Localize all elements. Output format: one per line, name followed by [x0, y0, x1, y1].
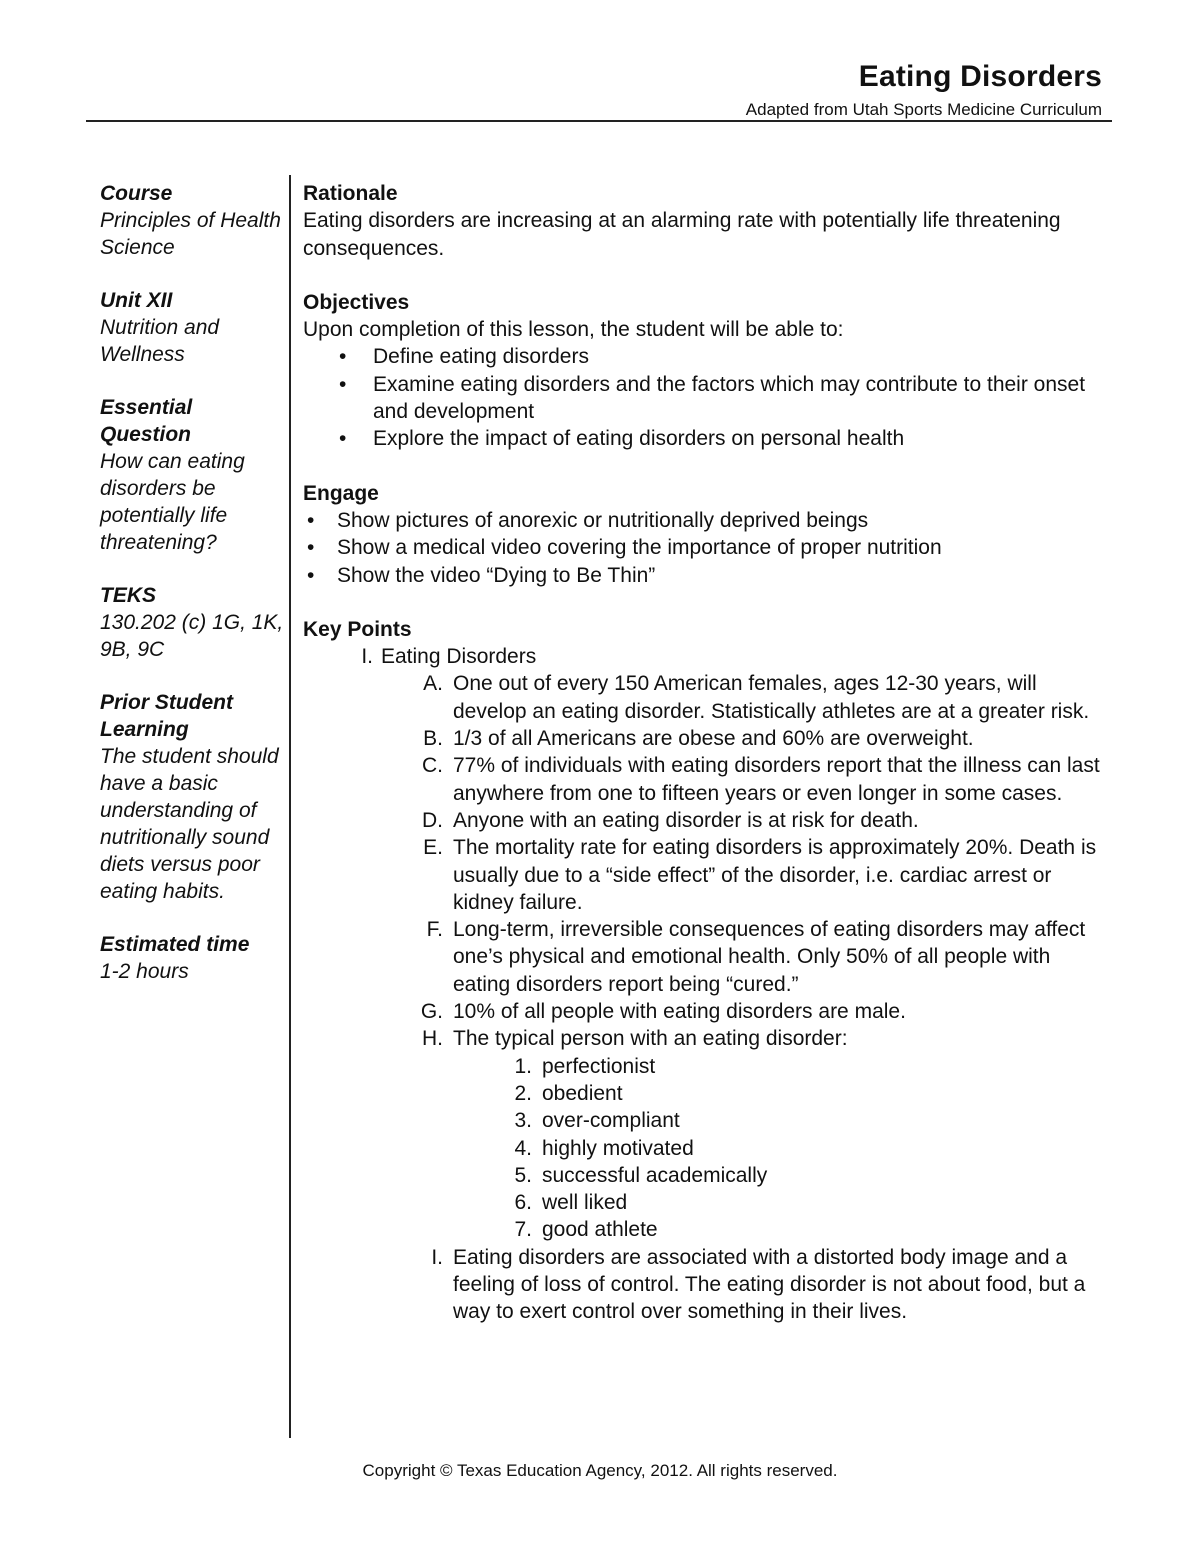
list-item — [303, 1162, 1108, 1189]
list-text: successful academically — [542, 1163, 768, 1187]
sidebar-essential-question — [100, 394, 284, 556]
list-marker: 1. — [514, 1054, 532, 1078]
list-marker: F. — [426, 918, 443, 942]
list-text: Anyone with an eating disorder is at risk for death. — [453, 808, 919, 832]
sidebar-value: Nutrition and Wellness — [100, 316, 220, 366]
list-text: over-compliant — [542, 1109, 680, 1133]
outline-heading-i — [303, 643, 1108, 670]
key-points-list-continued — [303, 1244, 1108, 1326]
list-item: • Examine eating disorders and the factors which may contribute to their onset and development — [303, 371, 1108, 426]
sidebar-label: TEKS — [100, 584, 157, 607]
sidebar-prior-learning — [100, 689, 284, 905]
list-marker: 6. — [514, 1191, 532, 1215]
rationale-section — [303, 180, 1108, 262]
list-marker: E. — [423, 836, 443, 860]
sidebar-teks — [100, 582, 284, 663]
list-marker: 2. — [514, 1081, 532, 1105]
objectives-intro: Upon completion of this lesson, the student will be able to: — [303, 318, 844, 342]
copyright-footer: Copyright © Texas Education Agency, 2012. All rights reserved. — [362, 1461, 838, 1480]
sidebar-value: How can eating disorders be potentially life threatening? — [100, 450, 245, 554]
engage-section — [303, 480, 1108, 589]
sidebar-estimated-time — [100, 931, 284, 985]
page-subtitle: Adapted from Utah Sports Medicine Curriculum — [745, 100, 1102, 119]
list-item: • Show pictures of anorexic or nutritionally deprived beings — [303, 507, 1108, 534]
list-item — [303, 916, 1108, 998]
list-text: good athlete — [542, 1218, 658, 1242]
list-item — [303, 1135, 1108, 1162]
list-item: • Explore the impact of eating disorders on personal health — [303, 425, 1108, 452]
list-text: 10% of all people with eating disorders are male. — [453, 1000, 906, 1024]
list-text: Eating disorders are associated with a distorted body image and a feeling of loss of control. The eating disorder is not about food, but a way to exert control over something in their lives. — [453, 1245, 1086, 1324]
section-heading: Rationale — [303, 182, 398, 205]
sidebar-unit — [100, 287, 284, 368]
list-item — [303, 725, 1108, 752]
list-marker: I. — [431, 1245, 443, 1269]
list-item — [303, 1025, 1108, 1052]
sidebar-value: The student should have a basic understanding of nutritionally sound diets versus poor eating habits. — [100, 745, 279, 903]
list-item: • Define eating disorders — [303, 343, 1108, 370]
list-item: • Show the video “Dying to Be Thin” — [303, 562, 1108, 589]
list-text: 1/3 of all Americans are obese and 60% are overweight. — [453, 727, 974, 751]
list-item — [303, 998, 1108, 1025]
list-item — [303, 1080, 1108, 1107]
sidebar-label: Course — [100, 182, 173, 205]
key-points-list — [303, 670, 1108, 1052]
list-item — [303, 1107, 1108, 1134]
objectives-list — [303, 343, 1108, 452]
list-text: well liked — [542, 1191, 628, 1215]
list-text: perfectionist — [542, 1054, 656, 1078]
outline-marker: I. — [361, 645, 373, 669]
sidebar-course — [100, 180, 284, 261]
objectives-section — [303, 289, 1108, 453]
column-divider — [289, 175, 291, 1438]
sidebar-label: Prior Student Learning — [100, 691, 234, 741]
list-item — [303, 752, 1108, 807]
list-marker: 4. — [514, 1136, 532, 1160]
list-item — [303, 1189, 1108, 1216]
list-item — [303, 807, 1108, 834]
list-marker: A. — [423, 672, 443, 696]
list-marker: 7. — [514, 1218, 532, 1242]
list-text: The typical person with an eating disorder: — [453, 1027, 848, 1051]
list-item — [303, 670, 1108, 725]
lesson-sidebar — [100, 180, 284, 1011]
section-heading: Engage — [303, 481, 379, 505]
page-title: Eating Disorders — [858, 60, 1102, 93]
list-text: Long-term, irreversible consequences of eating disorders may affect one’s physical and emotional health. Only 50% of all people with eating disorders report being “cured.” — [453, 918, 1086, 996]
sidebar-label: Essential Question — [100, 396, 193, 446]
list-item — [303, 1244, 1108, 1326]
list-text: The mortality rate for eating disorders is approximately 20%. Death is usually due to a “side effect” of the disorder, i.e. cardiac arrest or kidney failure. — [453, 836, 1097, 914]
list-text: highly motivated — [542, 1136, 694, 1160]
sidebar-value: Principles of Health Science — [100, 209, 281, 259]
rationale-text: Eating disorders are increasing at an alarming rate with potentially life threatening consequences. — [303, 209, 1061, 260]
list-marker: D. — [422, 808, 443, 832]
key-points-section — [303, 616, 1108, 1326]
list-marker: C. — [422, 754, 443, 778]
list-marker: 5. — [514, 1163, 532, 1187]
list-text: One out of every 150 American females, ages 12-30 years, will develop an eating disorder. Statistically athletes are at a greater risk. — [453, 672, 1090, 723]
traits-list — [303, 1053, 1108, 1244]
outline-text: Eating Disorders — [381, 645, 537, 669]
sidebar-value: 130.202 (c) 1G, 1K, 9B, 9C — [100, 611, 284, 661]
list-marker: H. — [422, 1027, 443, 1051]
list-text: 77% of individuals with eating disorders report that the illness can last anywhere from one to fifteen years or even longer in some cases. — [453, 754, 1100, 805]
sidebar-value: 1-2 hours — [100, 960, 189, 983]
list-item: • Show a medical video covering the importance of proper nutrition — [303, 534, 1108, 561]
lesson-content — [303, 180, 1108, 1353]
list-marker: B. — [423, 727, 443, 751]
header-divider — [86, 120, 1112, 122]
list-marker: G. — [420, 1000, 443, 1024]
list-marker: 3. — [514, 1109, 532, 1133]
list-item — [303, 834, 1108, 916]
list-item — [303, 1053, 1108, 1080]
sidebar-label: Estimated time — [100, 933, 250, 956]
list-text: obedient — [542, 1081, 623, 1105]
list-item — [303, 1216, 1108, 1243]
section-heading: Key Points — [303, 617, 412, 641]
section-heading: Objectives — [303, 290, 410, 314]
engage-list — [303, 507, 1108, 589]
sidebar-label: Unit XII — [100, 289, 173, 312]
